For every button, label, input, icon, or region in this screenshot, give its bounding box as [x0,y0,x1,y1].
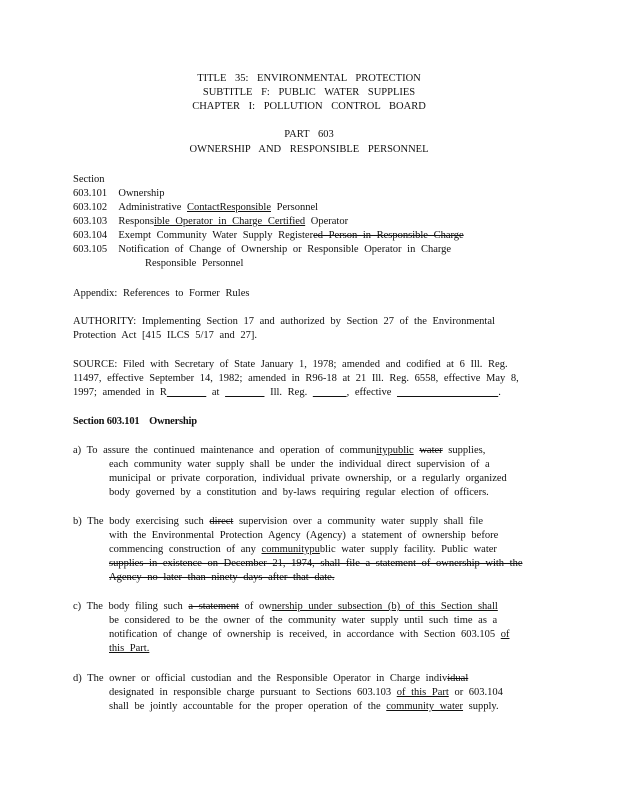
toc-item-deletion: ed Person in Responsible Charge [313,230,464,241]
para-c-line-2: be considered to be the owner of the community water supply until such time as a [109,615,498,626]
toc-item-number: 603.105 [73,244,108,255]
toc-item-603-103 [73,215,348,229]
para-b-line-4-deleted: supplies in existence on December 21, 1974, shall file a statement of ownership with the [109,558,523,569]
para-d-line-2: designated in responsible charge pursuant to Sections 603.103 of this Part or 603.104 [109,687,503,698]
para-a-line-2: each community water supply shall be under the individual direct supervision of a [109,459,490,470]
insertion: of this Part [396,687,449,698]
para-b-line-2: with the Environmental Protection Agency (Agency) a statement of ownership before [109,530,499,541]
para-c-line-3: notification of change of ownership is received, in accordance with Section 603.105 of [109,629,510,640]
toc-item-number: 603.104 [73,230,108,241]
insertion: of [500,629,510,640]
toc-item-603-101 [73,187,164,201]
subtitle-line: SUBTITLE F: PUBLIC WATER SUPPLIES [202,87,416,98]
para-d-line-1: d) The owner or official custodian and the Responsible Operator in Charge individual [73,673,469,684]
toc-item-label: Exempt Community Water Supply Register [118,230,314,241]
toc-item-insertion: ContactResponsible [187,202,271,213]
toc-item-label-end: Personnel [271,202,319,213]
authority-line-1: AUTHORITY: Implementing Section 17 and authorized by Section 27 of the Environmental [73,316,495,327]
title-line: TITLE 35: ENVIRONMENTAL PROTECTION [197,73,421,84]
toc-item-603-105-continuation: Responsible Personnel [145,258,244,269]
toc-item-label: Notification of Change of Ownership or Responsible Operator in Charge [118,244,452,255]
source-line-3: 1997; amended in R at Ill. Reg. , effective . [73,387,501,398]
deletion: idual [447,673,469,684]
part-title: OWNERSHIP AND RESPONSIBLE PERSONNEL [189,144,429,155]
insertion: nership under subsection (b) of this Section shall [271,601,498,612]
para-c-line-1: c) The body filing such a statement of ownership under subsection (b) of this Section shall [73,601,498,612]
toc-item-603-105 [73,243,451,257]
deletion: water [419,445,443,456]
toc-heading: Section [73,174,105,185]
source-line-2: 11497, effective September 14, 1982; amended in R96-18 at 21 Ill. Reg. 6558, effective May 8, [73,373,519,384]
section-number: Section 603.101 [73,416,140,427]
blank-field [397,387,498,398]
blank-field [313,387,347,398]
chapter-line: CHAPTER I: POLLUTION CONTROL BOARD [192,101,426,112]
para-b-line-3: commencing construction of any communitypublic water supply facility. Public water [109,544,497,555]
insertion: community water [386,701,464,712]
deletion: a statement [188,601,239,612]
toc-item-insertion: ible Operator in Charge Certified [153,216,306,227]
source-line-1: SOURCE: Filed with Secretary of State January 1, 1978; amended and codified at 6 Ill. Reg. [73,359,508,370]
appendix-line: Appendix: References to Former Rules [73,288,250,299]
insertion: communitypu [261,544,320,555]
para-b-line-5-deleted: Agency no later than ninety days after that date. [109,572,335,583]
toc-item-number: 603.101 [73,188,108,199]
toc-item-label-end: Operator [305,216,349,227]
para-c-line-4: this Part. [109,643,150,654]
part-number: PART 603 [284,129,334,140]
blank-field [225,387,264,398]
para-d-line-3: shall be jointly accountable for the proper operation of the community water supply. [109,701,499,712]
deletion: direct [209,516,234,527]
para-a-line-3: municipal or private corporation, individual private ownership, or a regularly organized [109,473,507,484]
section-title: Ownership [149,416,197,427]
section-heading [73,415,197,429]
para-a-line-1: a) To assure the continued maintenance and operation of communitypublic water supplies, [73,445,486,456]
blank-field [167,387,206,398]
para-a-line-4: body governed by a constitution and by-laws requiring regular election of officers. [109,487,489,498]
toc-item-number: 603.103 [73,216,108,227]
authority-line-2: Protection Act [415 ILCS 5/17 and 27]. [73,330,257,341]
toc-item-603-102 [73,201,318,215]
toc-item-603-104 [73,229,464,243]
toc-item-label: Respons [118,216,154,227]
para-b-line-1: b) The body exercising such direct supervision over a community water supply shall file [73,516,484,527]
toc-item-label: Administrative [118,202,182,213]
insertion: itypublic [376,445,414,456]
toc-item-label: Ownership [118,188,165,199]
toc-item-number: 603.102 [73,202,108,213]
